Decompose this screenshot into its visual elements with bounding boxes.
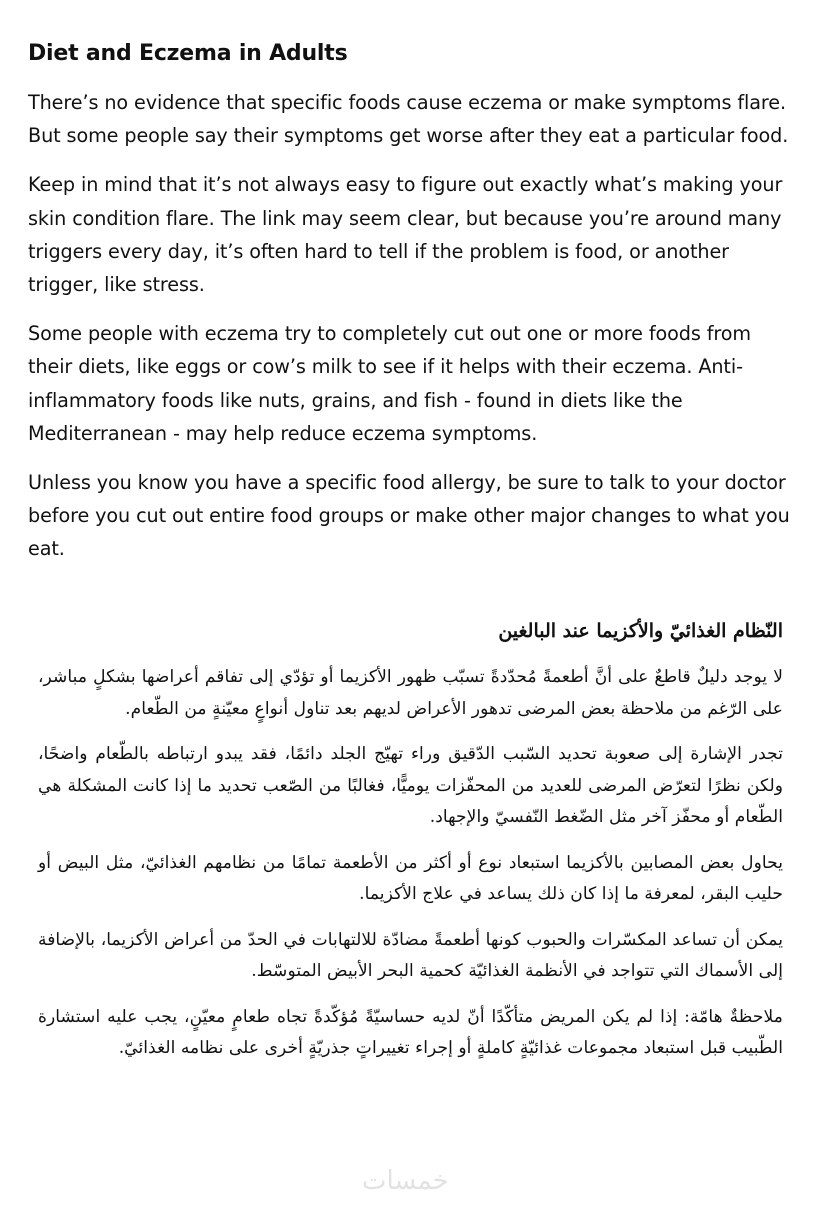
english-paragraph-2: Keep in mind that it’s not always easy to figure out exactly what’s making your skin condition flare. The link may seem clear, but because you’re around many triggers every day, it’s often hard to tell if the problem is food, or another trigger, like stress. <box>28 173 783 297</box>
english-section <box>28 36 798 582</box>
arabic-paragraph-1: لا يوجد دليلٌ قاطعٌ على أنَّ أطعمةً مُحدّدةً تسبّب ظهور الأكزيما أو تؤدّي إلى تفاقم أعراضها بشكلٍ مباشر، على الرّغم من ملاحظة بعض المرضى تدهور الأعراض لديهم بعد تناول أنواعٍ معيّنةٍ من الطّعام. <box>38 667 783 719</box>
arabic-section <box>38 614 783 1079</box>
arabic-paragraph-2: تجدر الإشارة إلى صعوبة تحديد السّبب الدّقيق وراء تهيّج الجلد دائمًا، فقد يبدو ارتباطه بالطّعام واضحًا، ولكن نظرًا لتعرّض المرضى للعديد من المحفّزات يوميًّا، فغالبًا من الصّعب تحديد ما إذا كانت المشكلة هي الطّعام أو محفّز آخر مثل الضّغط النّفسيّ والإجهاد. <box>38 744 783 827</box>
arabic-paragraph-5: ملاحظةٌ هامّة: إذا لم يكن المريض متأكّدًا أنّ لديه حساسيّةً مُؤكّدةً تجاه طعامٍ معيّنٍ، يجب عليه استشارة الطّبيب قبل استبعاد مجموعات غذائيّةٍ كاملةٍ أو إجراء تغييراتٍ جذريّةٍ أخرى على نظامه الغذائيّ. <box>38 1006 783 1058</box>
english-paragraph-4: Unless you know you have a specific food allergy, be sure to talk to your doctor before you cut out entire food groups or make other major changes to what you eat. <box>28 471 790 561</box>
english-paragraph-1: There’s no evidence that specific foods cause eczema or make symptoms flare. But some people say their symptoms get worse after they eat a particular food. <box>28 91 789 148</box>
watermark-logo: خمسات <box>362 1166 449 1196</box>
arabic-paragraph-4: يمكن أن تساعد المكسّرات والحبوب كونها أطعمةً مضادّة للالتهابات في الحدّ من أعراض الأكزيما، بالإضافة إلى الأسماك التي تتواجد في الأنظمة الغذائيّة كحمية البحر الأبيض المتوسّط. <box>38 929 783 981</box>
arabic-paragraph-3: يحاول بعض المصابين بالأكزيما استبعاد نوع أو أكثر من الأطعمة تمامًا من نظامهم الغذائيّ، مثل البيض أو حليب البقر، لمعرفة ما إذا كان ذلك يساعد في علاج الأكزيما. <box>38 852 783 904</box>
english-paragraph-3: Some people with eczema try to completely cut out one or more foods from their diets, like eggs or cow’s milk to see if it helps with their eczema. Anti-inflammatory foods like nuts, grains, and fish - found in diets like the Mediterranean - may help reduce eczema symptoms. <box>28 322 752 445</box>
english-title: Diet and Eczema in Adults <box>28 41 348 66</box>
arabic-title: النّظام الغذائيّ والأكزيما عند البالغين <box>498 620 783 642</box>
